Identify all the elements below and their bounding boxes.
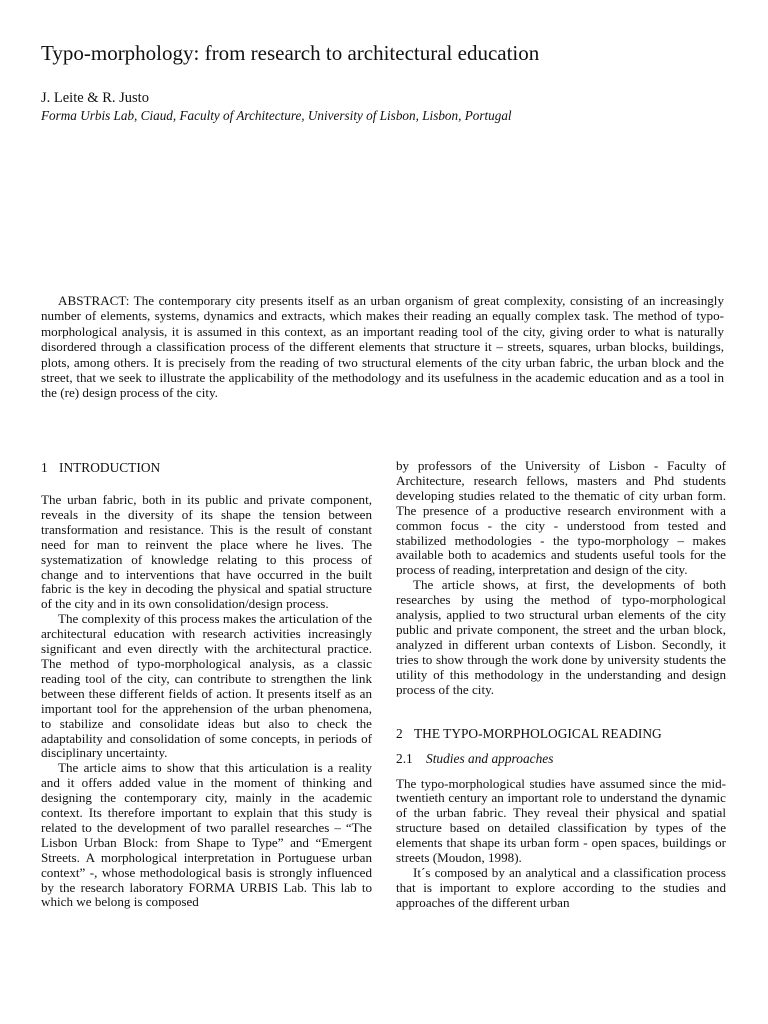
authors: J. Leite & R. Justo [41,90,149,106]
left-column [41,459,372,910]
abstract: ABSTRACT: The contemporary city presents itself as an urban organism of great complexity, consisting of an increasingly number of elements, systems, dynamics and extracts, which makes their reading an equally complex task. The method of typo-morphological analysis, it is assumed in this context, as an important reading tool of the city, giving order to what is naturally disordered through a classification process of the different elements that structure it – streets, squares, urban blocks, buildings, plots, among others. It is precisely from the reading of two structural elements of the city urban fabric, the urban block and the street, that we seek to illustrate the applicability of the methodology and its usefulness in the academic education and as a tool in the (re) design process of the city. [41,293,724,401]
intro-paragraph-3: The article aims to show that this articulation is a reality and it offers added value in the moment of thinking and designing the contemporary city, mainly in the academic context. Its therefore important to explain that this study is related to the development of two parallel researches – “The Lisbon Urban Block: from Shape to Type” and “Emergent Streets. A morphological interpretation in Portuguese urban context” -, whose methodological basis is strongly influenced by the research laboratory FORMA URBIS Lab. This lab to which we belong is composed [41,760,372,910]
section-2-paragraph-1: The typo-morphological studies have assumed since the mid-twentieth century an important role to understand the dynamic of the urban fabric. They reveal their physical and spatial structure based on detailed classification by types of the elements that shape its urban form - open spaces, buildings or streets (Moudon, 1998). [396,775,726,866]
paper-title: Typo-morphology: from research to architectural education [41,41,540,65]
section-2-heading [396,725,726,742]
intro-paragraph-2: The complexity of this process makes the articulation of the architectural education with research activities increasingly significant and even directly with the architectural practice. The method of typo-morphological analysis, as a classic reading tool of the city, can contribute to strengthen the link between these different fields of action. It presents itself as an important tool for the apprehension of the urban phenomena, to stabilize and consolidate ideas but also to check the adaptability and consolidation of some concepts, in periods of disciplinary uncertainty. [41,611,372,761]
section-1-title: INTRODUCTION [59,460,161,475]
subsection-2-1-heading [396,750,726,767]
intro-paragraph-1: The urban fabric, both in its public and private component, reveals in the diversity of its shape the tension between transformation and resistance. This is the result of constant need for man to reinvent the place where he lives. The systematization of knowledge relating to this process of change and to interventions that have occurred in the built fabric is the key in decoding the physical and spatial structure of the city and in its own consolidation/design process. [41,492,372,612]
right-column [396,459,726,911]
intro-paragraph-4: The article shows, at first, the developments of both researches by using the method of typo-morphological analysis, applied to two structural urban elements of the city public and private component, the street and the urban block, analyzed in different urban contexts of Lisbon. Secondly, it tries to show through the work done by university students the utility of this methodology in the understanding and design process of the city. [396,577,726,697]
affiliation: Forma Urbis Lab, Ciaud, Faculty of Architecture, University of Lisbon, Lisbon, Portugal [41,108,512,123]
section-1-heading [41,459,372,476]
subsection-2-1-number: 2.1 [396,750,413,766]
section-1-number: 1 [41,460,48,475]
section-2-title: THE TYPO-MORPHOLOGICAL READING [414,725,662,741]
section-2-number: 2 [396,725,403,741]
subsection-2-1-title: Studies and approaches [426,750,554,766]
intro-paragraph-3-continued: by professors of the University of Lisbon - Faculty of Architecture, research fellows, masters and Phd students developing studies related to the thematic of city urban form. The presence of a productive research environment with a common focus - the city - understood from tested and stabilized methodologies - the typo-morphology – makes available both to academics and students useful tools for the process of reading, interpretation and design of the city. [396,458,726,578]
section-2-paragraph-2: It´s composed by an analytical and a classification process that is important to explore according to the studies and approaches of the different urban [396,864,726,910]
